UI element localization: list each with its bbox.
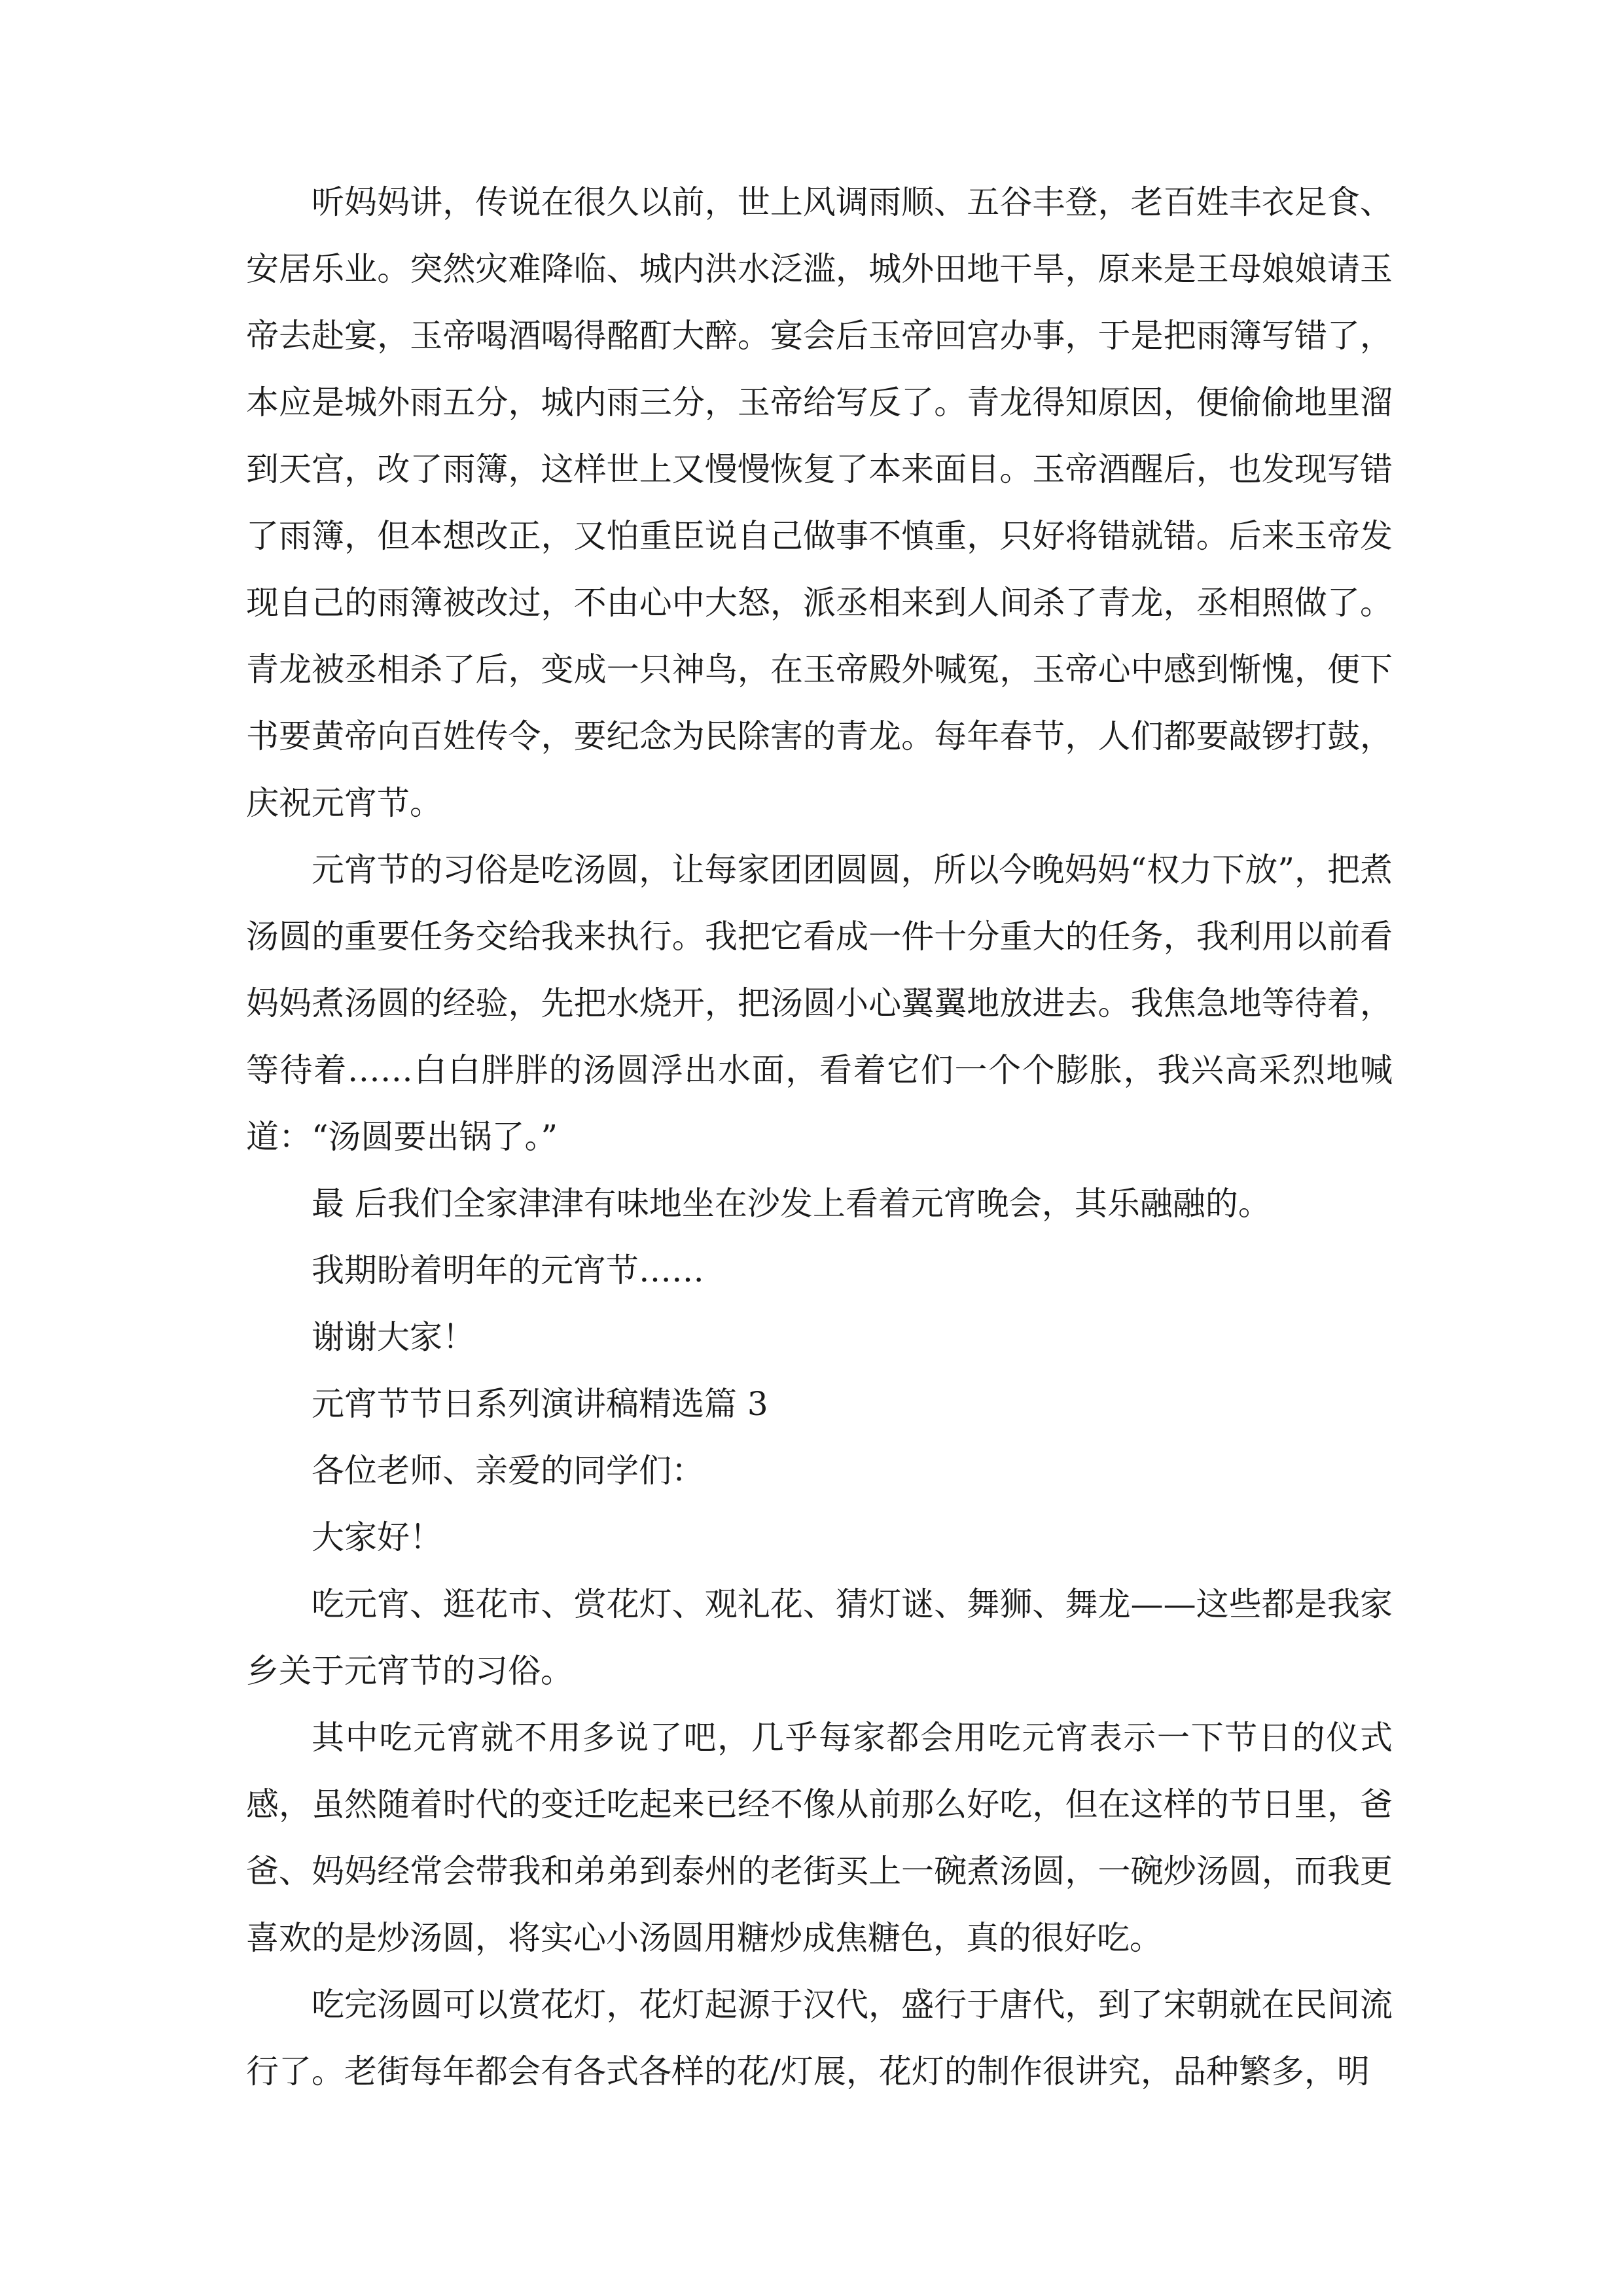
paragraph-family-gala: 最 后我们全家津津有味地坐在沙发上看着元宵晚会，其乐融融的。	[312, 1185, 1271, 1223]
paragraph-customs-list: 吃元宵、逛花市、赏花灯、观礼花、猜灯谜、舞狮、舞龙——这些都是我家乡关于元宵节的习俗。	[246, 1585, 1393, 1690]
greeting: 大家好！	[312, 1518, 442, 1556]
paragraph-thanks: 谢谢大家！	[312, 1318, 475, 1356]
document-body	[246, 169, 1393, 2105]
paragraph-looking-forward: 我期盼着明年的元宵节……	[312, 1251, 704, 1289]
section-title-speech-3: 元宵节节日系列演讲稿精选篇 3	[312, 1385, 768, 1423]
paragraph-cooking-tangyuan: 元宵节的习俗是吃汤圆，让每家团团圆圆，所以今晚妈妈“权力下放”，把煮汤圆的重要任务交给我来执行。我把它看成一件十分重大的任务，我利用以前看妈妈煮汤圆的经验，先把水烧开，把汤圆小心翼翼地放进去。我焦急地等待着，等待着……白白胖胖的汤圆浮出水面，看着它们一个个膨胀，我兴高采烈地喊道：“汤圆要出锅了。”	[246, 851, 1393, 1156]
paragraph-legend-qinglong: 听妈妈讲，传说在很久以前，世上风调雨顺、五谷丰登，老百姓丰衣足食、安居乐业。突然灾难降临、城内洪水泛滥，城外田地干旱，原来是王母娘娘请玉帝去赴宴，玉帝喝酒喝得酩酊大醉。宴会后玉帝回宫办事，于是把雨簿写错了，本应是城外雨五分，城内雨三分，玉帝给写反了。青龙得知原因，便偷偷地里溜到天宫，改了雨簿，这样世上又慢慢恢复了本来面目。玉帝酒醒后，也发现写错了雨簿，但本想改正，又怕重臣说自己做事不慎重，只好将错就错。后来玉帝发现自己的雨簿被改过，不由心中大怒，派丞相来到人间杀了青龙，丞相照做了。青龙被丞相杀了后，变成一只神鸟，在玉帝殿外喊冤，玉帝心中感到惭愧，便下书要黄帝向百姓传令，要纪念为民除害的青龙。每年春节，人们都要敲锣打鼓，庆祝元宵节。	[246, 183, 1393, 822]
paragraph-eating-yuanxiao: 其中吃元宵就不用多说了吧，几乎每家都会用吃元宵表示一下节日的仪式感，虽然随着时代的变迁吃起来已经不像从前那么好吃，但在这样的节日里，爸爸、妈妈经常会带我和弟弟到泰州的老街买上一碗煮汤圆，一碗炒汤圆，而我更喜欢的是炒汤圆，将实心小汤圆用糖炒成焦糖色，真的很好吃。	[246, 1719, 1393, 1957]
salutation: 各位老师、亲爱的同学们：	[312, 1452, 704, 1490]
paragraph-lanterns: 吃完汤圆可以赏花灯，花灯起源于汉代，盛行于唐代，到了宋朝就在民间流行了。老街每年都会有各式各样的花/灯展，花灯的制作很讲究，品种繁多，明	[246, 1986, 1393, 2090]
